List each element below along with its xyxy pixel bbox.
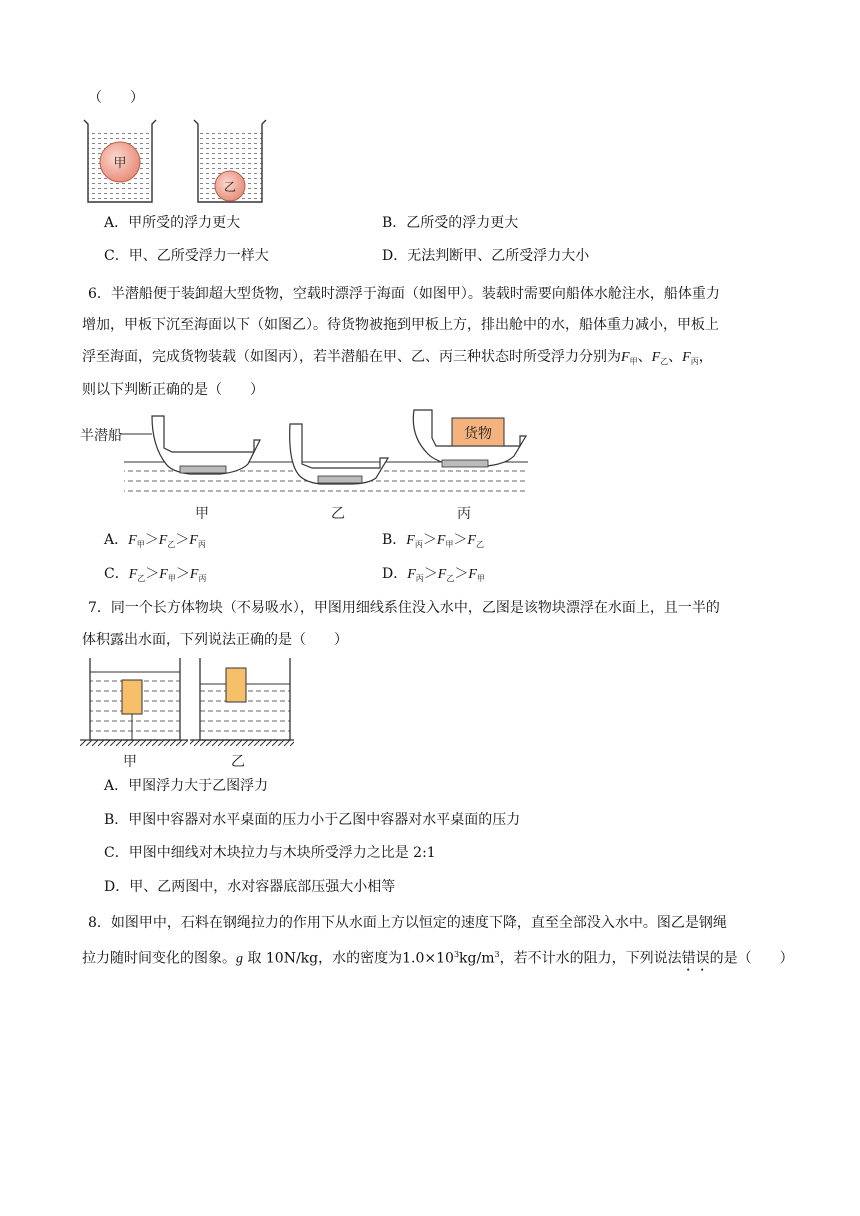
q5-option-b[interactable]: B．乙所受的浮力更大 bbox=[382, 215, 519, 231]
ball-jia-label: 甲 bbox=[113, 156, 127, 171]
q5-bracket: （ ） bbox=[88, 90, 144, 106]
beaker-a bbox=[84, 120, 156, 202]
q7-option-a[interactable]: A．甲图浮力大于乙图浮力 bbox=[104, 778, 269, 794]
q6-line-4: 则以下判断正确的是（ ） bbox=[82, 382, 264, 398]
caption-jia: 甲 bbox=[123, 754, 137, 770]
q6-line-1: 6．半潜船便于装卸超大型货物，空载时漂浮于海面（如图甲）。装载时需要向船体水舱注水，船体重力 bbox=[88, 286, 720, 302]
caption-yi: 乙 bbox=[231, 754, 245, 770]
caption-bing: 丙 bbox=[457, 506, 471, 522]
ship-yi bbox=[290, 424, 388, 484]
block-yi bbox=[226, 668, 246, 702]
q8-line-1: 8．如图甲中，石料在钢绳拉力的作用下从水面上方以恒定的速度下降，直至全部没入水中。图乙是钢绳 bbox=[88, 915, 727, 931]
ship-label: 半潜船 bbox=[80, 428, 122, 444]
container-jia bbox=[80, 658, 188, 746]
q6-option-b[interactable]: B．$F_丙>F_甲>F_乙$ bbox=[382, 532, 484, 549]
ball-yi-label: 乙 bbox=[223, 180, 237, 194]
ship-bing bbox=[413, 410, 526, 467]
emphasis-wrong: 错误 bbox=[681, 950, 710, 967]
q7-option-d[interactable]: D．甲、乙两图中，水对容器底部压强大小相等 bbox=[104, 879, 396, 895]
ship-jia bbox=[152, 416, 260, 474]
q6-line-3: 浮至海面，完成货物装载（如图丙），若半潜船在甲、乙、丙三种状态时所受浮力分别为$F_甲$、$F_乙$、$F_丙$， bbox=[82, 349, 713, 366]
q6-line-2: 增加，甲板下沉至海面以下（如图乙）。待货物被拖到甲板上方，排出舱中的水，船体重力减小，甲板上 bbox=[82, 317, 719, 333]
q5-beakers-figure bbox=[80, 116, 280, 206]
q8-line-2: 拉力随时间变化的图象。g 取 10N/kg，水的密度为$1.0\times 10^3kg/m^3$，若不计水的阻力，下列说法错误的是（ ） bbox=[82, 950, 794, 967]
q6-option-d[interactable]: D．$F_丙>F_乙>F_甲$ bbox=[382, 566, 485, 583]
q5-option-a[interactable]: A．甲所受的浮力更大 bbox=[104, 215, 241, 231]
caption-yi: 乙 bbox=[331, 506, 345, 522]
container-yi bbox=[190, 658, 294, 746]
caption-jia: 甲 bbox=[195, 506, 209, 522]
q7-line-2: 体积露出水面，下列说法正确的是（ ） bbox=[82, 632, 348, 648]
q7-option-c[interactable]: C．甲图中细线对木块拉力与木块所受浮力之比是 2:1 bbox=[104, 845, 436, 861]
q6-option-c[interactable]: C．$F_乙>F_甲>F_丙$ bbox=[104, 566, 207, 583]
q7-option-b[interactable]: B．甲图中容器对水平桌面的压力小于乙图中容器对水平桌面的压力 bbox=[104, 812, 521, 828]
beaker-b bbox=[194, 120, 266, 202]
q6-semisubmersible-figure bbox=[80, 406, 540, 524]
q5-option-d[interactable]: D．无法判断甲、乙所受浮力大小 bbox=[382, 248, 590, 264]
q5-option-c[interactable]: C．甲、乙所受浮力一样大 bbox=[104, 248, 269, 264]
block-jia bbox=[122, 680, 142, 714]
q6-option-a[interactable]: A．$F_甲>F_乙>F_丙$ bbox=[104, 532, 206, 549]
q7-containers-figure bbox=[80, 656, 294, 772]
q7-line-1: 7．同一个长方体物块（不易吸水），甲图用细线系住没入水中，乙图是该物块漂浮在水面上，且一半的 bbox=[88, 600, 720, 616]
cargo-label: 货物 bbox=[464, 426, 492, 442]
